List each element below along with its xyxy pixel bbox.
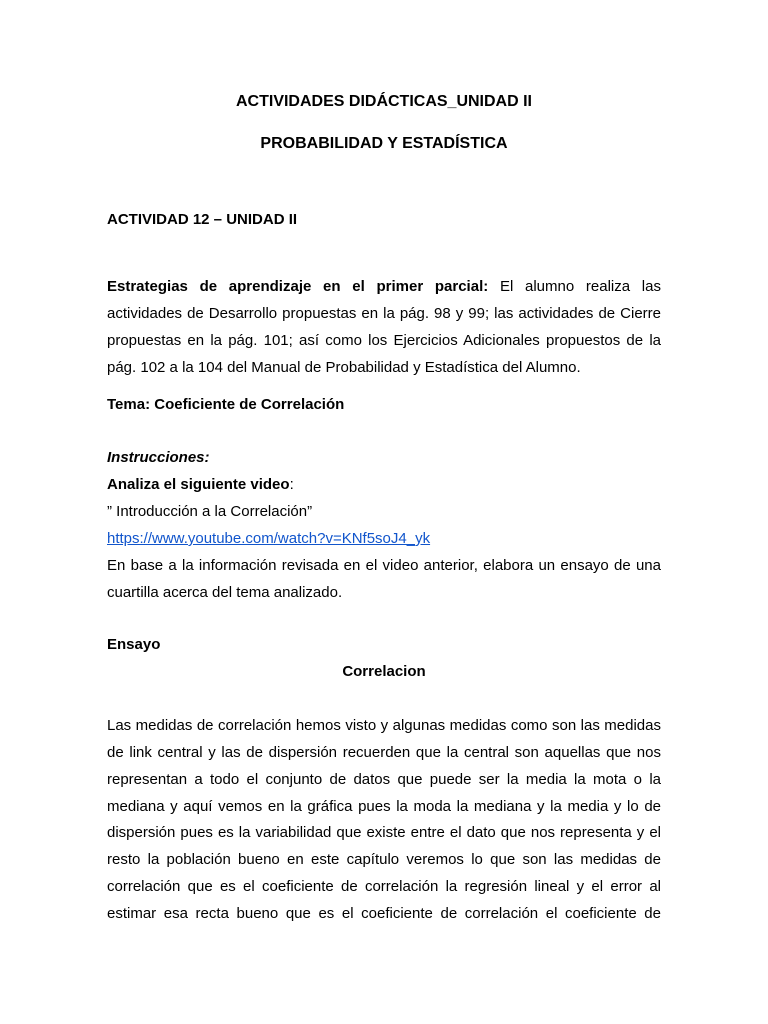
analyze-colon: : [289,476,294,493]
activity-heading: ACTIVIDAD 12 – UNIDAD II [107,211,298,228]
strategies-line-4: pág. 102 a la 104 del Manual de Probabilidad y Estadística del Alumno. [107,359,581,376]
document-title: ACTIVIDADES DIDÁCTICAS_UNIDAD II [235,93,532,110]
essay-line-6: resto la población bueno en este capítulo veremos lo que son las medidas de [107,851,661,868]
strategies-label: Estrategias de aprendizaje en el primer parcial: [107,278,489,295]
task-line-1: En base a la información revisada en el video anterior, elabora un ensayo de una [107,557,661,574]
essay-line-4: mediana y aquí vemos en la gráfica pues la moda la mediana y la media y lo de [107,798,661,815]
strategies-line-3: propuestas en la pág. 101; así como los Ejercicios Adicionales propuestos de la [107,332,661,349]
essay-line-2: de link central y las de dispersión recuerden que la central son aquellas que nos [107,744,661,761]
video-link[interactable]: https://www.youtube.com/watch?v=KNf5soJ4_yk [107,530,431,547]
task-line-2: cuartilla acerca del tema analizado. [107,584,343,601]
analyze-label: Analiza el siguiente video [107,476,290,493]
essay-line-7: correlación que es el coeficiente de correlación la regresión lineal y el error al [107,878,661,895]
document-subtitle: PROBABILIDAD Y ESTADÍSTICA [260,135,508,152]
essay-line-3: representan a todo el conjunto de datos que puede ser la media la mota o la [107,771,661,788]
video-title: ” Introducción a la Correlación” [107,503,313,520]
essay-heading: Ensayo [107,636,161,653]
essay-line-5: dispersión pues es la variabilidad que existe entre el dato que nos representa y el [107,824,661,841]
strategies-line-2: actividades de Desarrollo propuestas en la pág. 98 y 99; las actividades de Cierre [107,305,661,322]
essay-line-1: Las medidas de correlación hemos visto y algunas medidas como son las medidas [107,717,661,734]
strategies-line-1-text: El alumno realiza las [488,278,661,295]
analyze-video-line [107,476,294,494]
topic-heading: Tema: Coeficiente de Correlación [107,396,345,413]
essay-line-8: estimar esa recta bueno que es el coeficiente de correlación el coeficiente de [107,905,661,922]
essay-title: Correlacion [342,663,426,680]
strategies-line-1 [107,278,661,296]
instructions-heading: Instrucciones: [107,449,210,466]
